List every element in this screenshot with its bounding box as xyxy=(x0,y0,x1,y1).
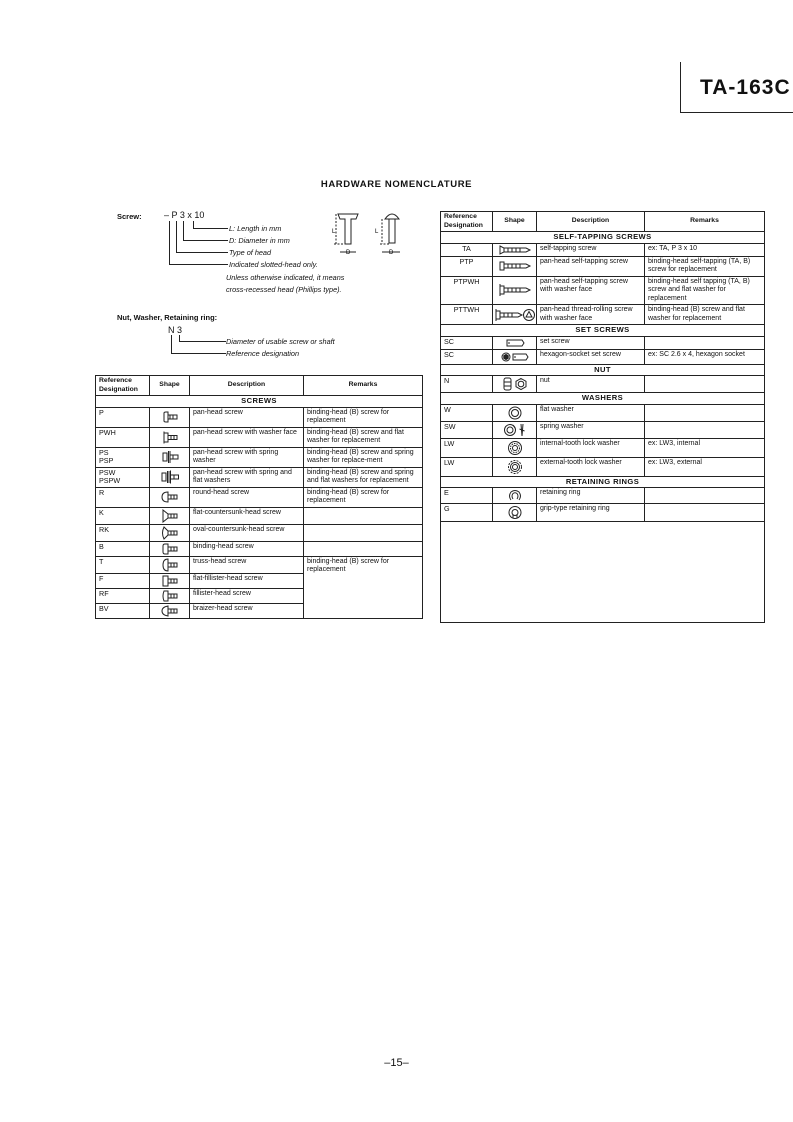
shape-cell xyxy=(493,276,537,305)
ref-cell: N xyxy=(441,376,493,393)
remarks-cell xyxy=(304,507,423,524)
shape-cell xyxy=(493,336,537,349)
table-row xyxy=(96,487,423,507)
ref-cell: K xyxy=(96,507,150,524)
description-cell: spring washer xyxy=(537,421,645,438)
header-shape: Shape xyxy=(493,212,537,232)
legend-phillips-1: Unless otherwise indicated, it means xyxy=(226,273,345,282)
description-cell: external-tooth lock washer xyxy=(537,457,645,476)
legend-length: L: Length in mm xyxy=(229,224,282,233)
remarks-cell xyxy=(645,404,765,421)
empty-area xyxy=(441,522,765,623)
pan-head-spring-flat-washer-screw-icon xyxy=(161,470,179,484)
nut-legend-diameter: Diameter of usable screw or shaft xyxy=(226,337,335,346)
spring-washer-icon xyxy=(502,423,528,437)
ref-cell: G xyxy=(441,504,493,522)
retaining-ring-icon xyxy=(507,489,523,502)
remarks-cell: ex: LW3, internal xyxy=(645,438,765,457)
section-washers: WASHERS xyxy=(441,393,765,405)
header-description: Description xyxy=(537,212,645,232)
description-cell: binding-head screw xyxy=(190,541,304,556)
self-tapping-screw-icon xyxy=(498,245,532,255)
grip-type-retaining-ring-icon xyxy=(507,505,523,520)
shape-cell xyxy=(150,588,190,603)
nut-legend-reference: Reference designation xyxy=(226,349,300,358)
shape-cell xyxy=(493,504,537,522)
description-cell: truss-head screw xyxy=(190,556,304,573)
dim-label-d-2: D xyxy=(389,250,394,256)
ref-cell: SC xyxy=(441,349,493,364)
shape-cell xyxy=(150,407,190,427)
section-retaining-rings: RETAINING RINGS xyxy=(441,476,765,488)
remarks-cell: binding-head (B) screw for replacement xyxy=(304,556,423,618)
table-row xyxy=(441,256,765,276)
round-head-screw-icon xyxy=(161,491,179,503)
legend-diameter: D: Diameter in mm xyxy=(229,236,290,245)
table-row xyxy=(441,376,765,393)
description-cell: retaining ring xyxy=(537,488,645,504)
shape-cell xyxy=(150,507,190,524)
set-screw-icon xyxy=(504,338,526,348)
description-cell: internal-tooth lock washer xyxy=(537,438,645,457)
dim-label-l-2: L xyxy=(375,229,379,235)
internal-tooth-lock-washer-icon xyxy=(507,440,523,456)
screws-table xyxy=(95,375,423,619)
shape-cell xyxy=(493,256,537,276)
description-cell: nut xyxy=(537,376,645,393)
table-row xyxy=(96,447,423,467)
table-row xyxy=(96,467,423,487)
table-row xyxy=(441,243,765,256)
ref-cell: PTTWH xyxy=(441,305,493,325)
table-header-row xyxy=(441,212,765,232)
ref-cell: RK xyxy=(96,524,150,541)
table-header-row xyxy=(96,376,423,396)
flat-countersunk-head-screw-icon xyxy=(161,509,179,523)
table-row xyxy=(96,556,423,573)
remarks-cell: ex: SC 2.6 x 4, hexagon socket xyxy=(645,349,765,364)
shape-cell xyxy=(493,457,537,476)
description-cell: fillister-head screw xyxy=(190,588,304,603)
ref-cell: RF xyxy=(96,588,150,603)
table-row xyxy=(96,427,423,447)
header-description: Description xyxy=(190,376,304,396)
shape-cell xyxy=(150,524,190,541)
description-cell: pan-head self-tapping screw with washer face xyxy=(537,276,645,305)
table-row xyxy=(441,421,765,438)
description-cell: pan-head screw with washer face xyxy=(190,427,304,447)
ref-cell: P xyxy=(96,407,150,427)
screw-legend-label: Screw: xyxy=(117,212,142,221)
legend-phillips-2: cross-recessed head (Phillips type). xyxy=(226,285,342,294)
pan-head-screw-icon xyxy=(161,411,179,423)
hexagon-socket-set-screw-icon xyxy=(500,351,530,363)
shape-cell xyxy=(493,488,537,504)
remarks-cell xyxy=(645,504,765,522)
description-cell: flat-countersunk-head screw xyxy=(190,507,304,524)
shape-cell xyxy=(493,349,537,364)
nut-icon xyxy=(501,377,529,391)
page-number: –15– xyxy=(384,1057,409,1069)
description-cell: hexagon-socket set screw xyxy=(537,349,645,364)
remarks-cell: ex: TA, P 3 x 10 xyxy=(645,243,765,256)
ref-cell: PWH xyxy=(96,427,150,447)
ref-cell: W xyxy=(441,404,493,421)
shape-cell xyxy=(150,541,190,556)
header-remarks: Remarks xyxy=(304,376,423,396)
header-ref: Reference Designation xyxy=(96,376,150,396)
table-row xyxy=(96,507,423,524)
ref-cell: BV xyxy=(96,603,150,618)
model-number: TA-163C xyxy=(700,76,791,99)
description-cell: grip-type retaining ring xyxy=(537,504,645,522)
pan-head-thread-rolling-screw-icon xyxy=(494,308,536,322)
remarks-cell xyxy=(304,541,423,556)
table-row xyxy=(441,438,765,457)
dim-label-d-1: D xyxy=(346,250,351,256)
description-cell: set screw xyxy=(537,336,645,349)
ref-cell: TA xyxy=(441,243,493,256)
remarks-cell: binding-head (B) screw and flat washer for replacement xyxy=(645,305,765,325)
remarks-cell xyxy=(645,421,765,438)
ref-cell: F xyxy=(96,573,150,588)
table-row xyxy=(441,276,765,305)
pan-head-self-tapping-screw-icon xyxy=(498,260,532,272)
pan-head-washer-face-screw-icon xyxy=(161,431,179,444)
shape-cell xyxy=(493,404,537,421)
section-nut: NUT xyxy=(441,364,765,376)
header-ref: Reference Designation xyxy=(441,212,493,232)
remarks-cell xyxy=(645,488,765,504)
ref-cell: R xyxy=(96,487,150,507)
shape-cell xyxy=(150,487,190,507)
ref-cell: PTPWH xyxy=(441,276,493,305)
table-row xyxy=(96,524,423,541)
table-row xyxy=(441,457,765,476)
description-cell: flat washer xyxy=(537,404,645,421)
ref-cell: PSW PSPW xyxy=(96,467,150,487)
remarks-cell: binding-head (B) screw for replacement xyxy=(304,487,423,507)
remarks-cell xyxy=(645,376,765,393)
header-shape: Shape xyxy=(150,376,190,396)
header-remarks: Remarks xyxy=(645,212,765,232)
table-row xyxy=(441,488,765,504)
description-cell: braizer-head screw xyxy=(190,603,304,618)
shape-cell xyxy=(150,603,190,618)
ref-cell: PS PSP xyxy=(96,447,150,467)
shape-cell xyxy=(493,376,537,393)
pan-head-self-tapping-washer-screw-icon xyxy=(498,283,532,297)
ref-cell: SC xyxy=(441,336,493,349)
description-cell: pan-head screw xyxy=(190,407,304,427)
section-screws: SCREWS xyxy=(96,396,423,408)
description-cell: oval-countersunk-head screw xyxy=(190,524,304,541)
remarks-cell: binding-head (B) screw and flat washer for replacement xyxy=(304,427,423,447)
ref-cell: E xyxy=(441,488,493,504)
section-self-tapping-screws: SELF-TAPPING SCREWS xyxy=(441,232,765,244)
nut-legend-label: Nut, Washer, Retaining ring: xyxy=(117,313,218,322)
shape-cell xyxy=(150,556,190,573)
ref-cell: LW xyxy=(441,438,493,457)
nut-line-reference xyxy=(171,335,226,354)
table-row xyxy=(441,349,765,364)
ref-cell: T xyxy=(96,556,150,573)
table-row xyxy=(96,541,423,556)
screw-code: – P 3 x 10 xyxy=(164,210,205,220)
remarks-cell xyxy=(304,524,423,541)
ref-cell: PTP xyxy=(441,256,493,276)
oval-countersunk-head-screw-icon xyxy=(161,526,179,540)
hardware-table xyxy=(440,211,765,623)
shape-cell xyxy=(493,305,537,325)
shape-cell xyxy=(150,427,190,447)
remarks-cell: ex: LW3, external xyxy=(645,457,765,476)
ref-cell: LW xyxy=(441,457,493,476)
description-cell: round-head screw xyxy=(190,487,304,507)
table-row xyxy=(441,336,765,349)
description-cell: self-tapping screw xyxy=(537,243,645,256)
dim-label-l-1: L xyxy=(332,229,336,235)
shape-cell xyxy=(150,467,190,487)
external-tooth-lock-washer-icon xyxy=(507,459,523,475)
remarks-cell: binding-head (B) screw and spring washer for replace-ment xyxy=(304,447,423,467)
shape-cell xyxy=(493,421,537,438)
shape-cell xyxy=(150,573,190,588)
table-row xyxy=(96,407,423,427)
ref-cell: SW xyxy=(441,421,493,438)
page-title: HARDWARE NOMENCLATURE xyxy=(320,179,473,190)
braizer-head-screw-icon xyxy=(161,605,179,617)
ref-cell: B xyxy=(96,541,150,556)
description-cell: pan-head thread-rolling screw with washer face xyxy=(537,305,645,325)
legend-type: Type of head xyxy=(229,248,272,257)
table-row xyxy=(441,504,765,522)
table-row xyxy=(441,305,765,325)
table-filler-row xyxy=(441,522,765,623)
remarks-cell: binding-head self-tapping (TA, B) screw for replacement xyxy=(645,256,765,276)
remarks-cell: binding-head (B) screw and spring and flat washers for replacement xyxy=(304,467,423,487)
pan-head-spring-washer-screw-icon xyxy=(161,450,179,464)
remarks-cell: binding-head self tapping (TA, B) screw and flat washer for replacement xyxy=(645,276,765,305)
shape-cell xyxy=(493,438,537,457)
fillister-head-screw-icon xyxy=(161,590,179,602)
screw-dimension-diagram xyxy=(330,208,410,258)
description-cell: pan-head self-tapping screw xyxy=(537,256,645,276)
flat-washer-icon xyxy=(507,406,523,420)
description-cell: flat-fillister-head screw xyxy=(190,573,304,588)
flat-fillister-head-screw-icon xyxy=(161,575,179,587)
description-cell: pan-head screw with spring washer xyxy=(190,447,304,467)
shape-cell xyxy=(150,447,190,467)
description-cell: pan-head screw with spring and flat washers xyxy=(190,467,304,487)
legend-line-slotted xyxy=(169,221,228,265)
remarks-cell xyxy=(645,336,765,349)
nut-code: N 3 xyxy=(168,325,183,335)
section-set-screws: SET SCREWS xyxy=(441,325,765,337)
truss-head-screw-icon xyxy=(161,558,179,572)
legend-slotted: Indicated slotted-head only. xyxy=(229,260,318,269)
binding-head-screw-icon xyxy=(161,543,179,555)
remarks-cell: binding-head (B) screw for replacement xyxy=(304,407,423,427)
shape-cell xyxy=(493,243,537,256)
table-row xyxy=(441,404,765,421)
